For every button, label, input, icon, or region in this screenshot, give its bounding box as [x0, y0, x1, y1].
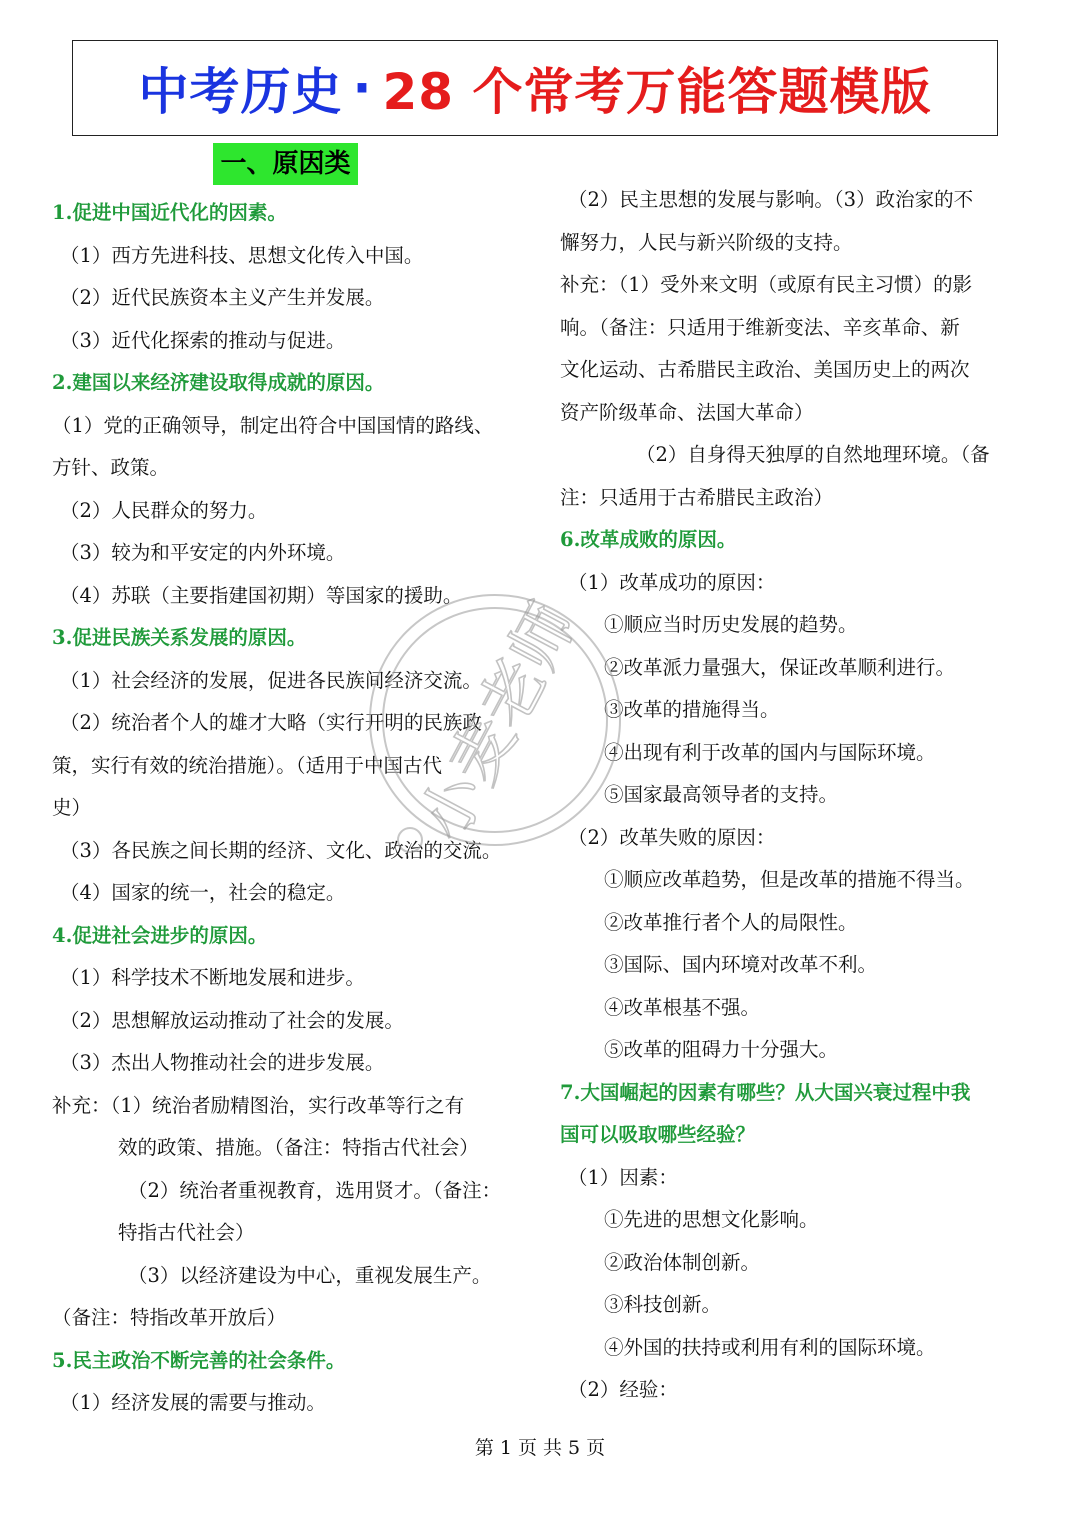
left-column	[52, 192, 542, 1425]
text-line: （备注：特指改革开放后）	[52, 1306, 287, 1329]
text-line: （4）苏联（主要指建国初期）等国家的援助。	[60, 583, 463, 607]
text-line: （3）杰出人物推动社会的进步发展。	[60, 1051, 385, 1074]
question-heading: 国可以吸取哪些经验？	[560, 1123, 756, 1146]
text-line: ②改革派力量强大，保证改革顺利进行。	[604, 655, 956, 679]
text-line: （2）民主思想的发展与影响。（3）政治家的不	[568, 188, 974, 211]
text-line: 方针、政策。	[52, 456, 170, 479]
text-line: 史）	[52, 796, 92, 819]
text-line: ③改革的措施得当。	[604, 698, 780, 721]
text-line: （2）经验：	[568, 1378, 678, 1401]
question-heading: 7.大国崛起的因素有哪些？从大国兴衰过程中我	[560, 1080, 971, 1104]
text-line: （4）国家的统一，社会的稳定。	[60, 881, 346, 904]
question-heading: 5.民主政治不断完善的社会条件。	[52, 1348, 346, 1372]
text-line: （1）科学技术不断地发展和进步。	[60, 966, 365, 989]
text-line: 效的政策、措施。（备注：特指古代社会）	[118, 1136, 479, 1159]
text-line: 策，实行有效的统治措施）。（适用于中国古代	[52, 753, 443, 777]
text-line: （1）西方先进科技、思想文化传入中国。	[60, 243, 424, 267]
text-line: 特指古代社会）	[118, 1221, 255, 1244]
text-line: ③科技创新。	[604, 1293, 722, 1316]
question-heading: 4.促进社会进步的原因。	[52, 923, 268, 947]
text-line: （3）以经济建设为中心，重视发展生产。	[128, 1263, 492, 1287]
text-line: （3）较为和平安定的内外环境。	[60, 541, 346, 564]
text-line: （2）自身得天独厚的自然地理环境。（备	[636, 443, 990, 466]
section-heading: 一、原因类	[213, 143, 358, 185]
title-box	[72, 40, 998, 136]
text-line: ③国际、国内环境对改革不利。	[604, 953, 878, 976]
text-line: （2）思想解放运动推动了社会的发展。	[60, 1008, 404, 1032]
text-line: （1）经济发展的需要与推动。	[60, 1391, 326, 1414]
title-dot: ·	[352, 59, 373, 117]
right-column	[560, 179, 1050, 1412]
text-line: （1）因素：	[568, 1165, 678, 1189]
text-line: （2）统治者重视教育，选用贤才。（备注：	[128, 1178, 502, 1202]
text-line: ①先进的思想文化影响。	[604, 1208, 819, 1231]
text-line: （2）改革失败的原因：	[568, 825, 776, 849]
text-line: ②改革推行者个人的局限性。	[604, 910, 858, 934]
text-line: 响。（备注：只适用于维新变法、辛亥革命、新	[560, 315, 960, 339]
text-line: （3）各民族之间长期的经济、文化、政治的交流。	[60, 838, 502, 862]
text-line: ④外国的扶持或利用有利的国际环境。	[604, 1335, 936, 1359]
page-footer: 第 1 页 共 5 页	[474, 1437, 606, 1459]
text-line: 文化运动、古希腊民主政治、美国历史上的两次	[560, 358, 970, 381]
text-line: ⑤国家最高领导者的支持。	[604, 783, 839, 806]
text-line: 注：只适用于古希腊民主政治）	[560, 485, 834, 509]
text-line: 资产阶级革命、法国大革命）	[560, 400, 814, 424]
text-line: ②政治体制创新。	[604, 1250, 761, 1274]
text-line: 补充：（1）受外来文明（或原有民主习惯）的影	[560, 273, 973, 296]
text-line: ①顺应改革趋势，但是改革的措施不得当。	[604, 868, 975, 891]
text-line: （3）近代化探索的推动与促进。	[60, 328, 346, 352]
text-line: （1）改革成功的原因：	[568, 570, 776, 594]
text-line: （1）社会经济的发展，促进各民族间经济交流。	[60, 668, 482, 692]
text-line: 补充：（1）统治者励精图治，实行改革等行之有	[52, 1093, 465, 1117]
question-heading: 1.促进中国近代化的因素。	[52, 201, 287, 224]
text-line: （2）人民群众的努力。	[60, 498, 268, 522]
text-line: ①顺应当时历史发展的趋势。	[604, 613, 858, 636]
text-line: 懈努力，人民与新兴阶级的支持。	[560, 230, 853, 254]
text-line: ④出现有利于改革的国内与国际环境。	[604, 740, 936, 764]
text-line: （2）统治者个人的雄才大略（实行开明的民族政	[60, 711, 482, 734]
text-line: ⑤改革的阻碍力十分强大。	[604, 1038, 839, 1061]
title-part-2: 28 个常考万能答题模版	[382, 63, 932, 121]
text-line: （2）近代民族资本主义产生并发展。	[60, 286, 385, 309]
title-part-1: 中考历史	[138, 63, 343, 121]
text-line: ④改革根基不强。	[604, 995, 761, 1019]
watermark-text: 小麦老师	[405, 591, 592, 853]
question-heading: 6.改革成败的原因。	[560, 528, 737, 551]
question-heading: 2.建国以来经济建设取得成就的原因。	[52, 371, 385, 394]
question-heading: 3.促进民族关系发展的原因。	[52, 626, 307, 649]
text-line: （1）党的正确领导，制定出符合中国国情的路线、	[52, 413, 494, 437]
